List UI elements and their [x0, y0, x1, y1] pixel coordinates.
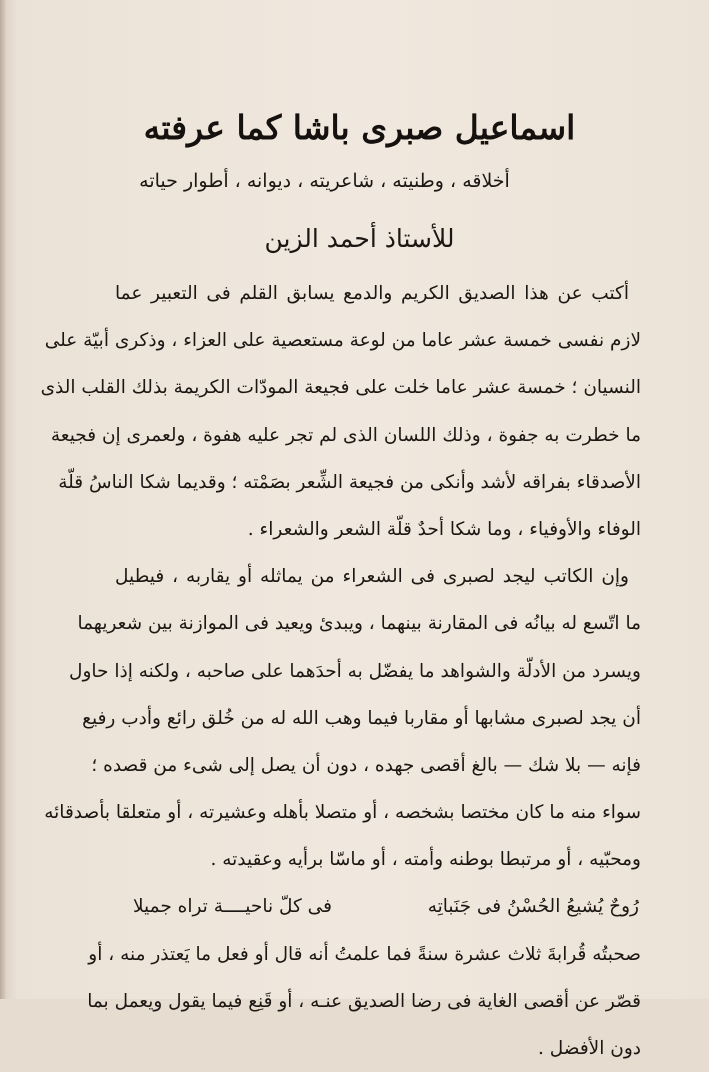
page-content	[10, 0, 709, 1059]
article-subtitle: أخلاقه ، وطنيته ، شاعريته ، ديوانه ، أطوار حياته	[139, 170, 510, 192]
text-line: دون الأفضل .	[538, 1038, 641, 1059]
text-line: ويسرد من الأدلّة والشواهد ما يفضّل به أحدَهما على صاحبه ، ولكنه إذا حاول	[69, 660, 641, 682]
text-line: الوفاء والأوفياء ، وما شكا أحدٌ قلّة الشعر والشعراء .	[247, 518, 641, 540]
article-title: اسماعيل صبرى باشا كما عرفته	[143, 108, 576, 147]
poetry-verse	[115, 883, 641, 930]
text-line: ما خطرت به جفوة ، وذلك اللسان الذى لم تجر عليه هفوة ، ولعمرى إن فجيعة	[50, 424, 641, 446]
text-line: ما اتّسع له بيانُه فى المقارنة بينهما ، ويبدئ ويعيد فى الموازنة بين شعريهما	[77, 613, 641, 635]
text-line: فإنه — بلا شك — بالغ أقصى جهده ، دون أن يصل إلى شىء من قصده ؛	[91, 754, 641, 776]
text-line: سواء منه ما كان مختصا بشخصه ، أو متصلا بأهله وعشيرته ، أو متعلقا بأصدقائه	[44, 802, 641, 824]
text-line: صحبتُه قُرابةَ ثلاث عشرة سنةً فما علمتُ أنه قال أو فعل ما يَعتذر منه ، أو	[88, 943, 641, 965]
text-line: ومحبّيه ، أو مرتبطا بوطنه وأمته ، أو ماسّا برأيه وعقيدته .	[210, 849, 641, 871]
text-line: الأصدقاء بفراقه لأشد وأنكى من فجيعة الشِّعر بصَمْته ؛ وقديما شكا الناسُ قلّة	[58, 471, 641, 493]
page-gutter-shadow	[0, 0, 6, 999]
article-body	[40, 270, 641, 1072]
text-line: أن يجد لصبرى مشابها أو مقاربا فيما وهب الله له من خُلق رائع وأدب رفيع	[82, 707, 641, 729]
text-line: وإن الكاتب ليجد لصبرى فى الشعراء من يماثله أو يقاربه ، فيطيل	[115, 566, 629, 588]
article-author: للأستاذ أحمد الزين	[264, 224, 455, 253]
text-line: النسيان ؛ خمسة عشر عاما خلت على فجيعة المودّات الكريمة بذلك القلب الذى	[40, 377, 641, 399]
verse-second-hemistich: رُوحٌ يُشيعُ الحُسْنُ فى جَنَباتِه	[427, 896, 639, 918]
text-line: لازم نفسى خمسة عشر عاما من لوعة مستعصية على العزاء ، وذكرى أبيّة على	[44, 330, 641, 352]
text-line: قصّر عن أقصى الغاية فى رضا الصديق عنـه ، أو قَنِع فيما يقول ويعمل بما	[87, 990, 641, 1012]
verse-first-hemistich: فى كلّ ناحيــــة تراه جميلا	[133, 896, 332, 918]
text-line: أكتب عن هذا الصديق الكريم والدمع يسابق القلم فى التعبير عما	[115, 283, 629, 304]
